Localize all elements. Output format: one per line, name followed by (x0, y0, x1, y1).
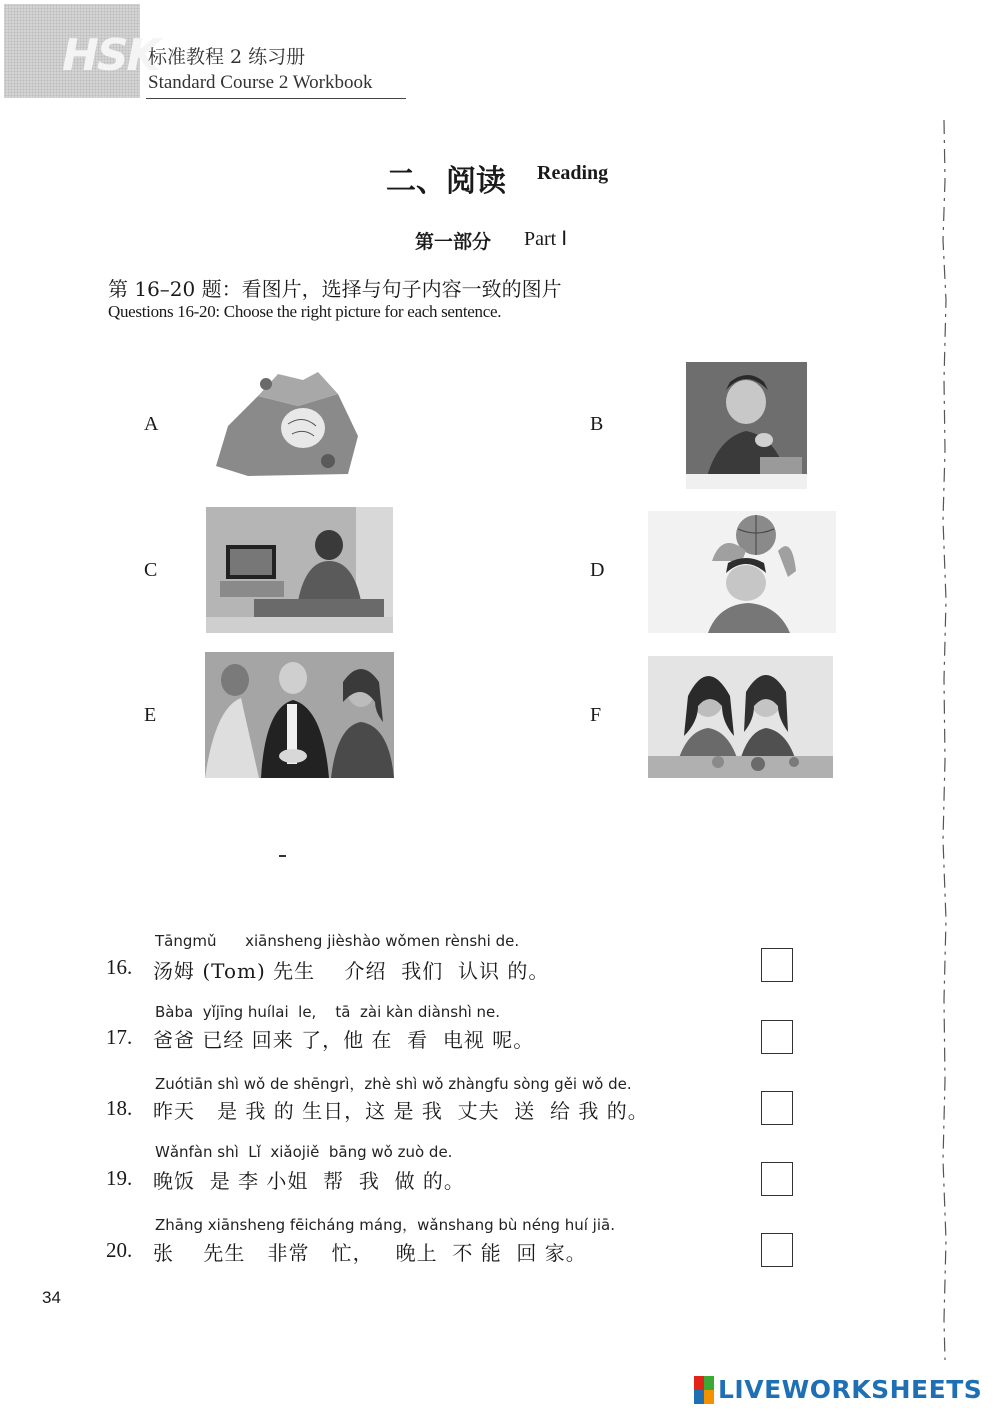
question-18-pinyin: Zuótiān shì wǒ de shēngrì，zhè shì wǒ zhàngfu sòng gěi wǒ de. (155, 1075, 632, 1093)
option-letter-f: F (590, 704, 602, 726)
instructions-en: Questions 16-20: Choose the right picture for each sentence. (108, 302, 502, 321)
question-17-number: 17. (106, 1025, 133, 1049)
man-laughing-at-desk-picture (686, 362, 807, 489)
question-16-number: 16. (106, 955, 133, 979)
question-19-number: 19. (106, 1166, 133, 1190)
option-letter-c: C (144, 559, 158, 581)
people-shaking-hands-picture (205, 652, 394, 778)
liveworksheets-icon (694, 1376, 714, 1404)
header-divider (146, 98, 406, 99)
answer-box-19[interactable] (761, 1162, 793, 1196)
question-18-number: 18. (106, 1096, 133, 1120)
question-20-number: 20. (106, 1238, 133, 1262)
part-title-en: Part Ⅰ (524, 228, 568, 250)
instructions-cn: 第 16–20 题：看图片，选择与句子内容一致的图片 (108, 277, 562, 301)
course-title-en: Standard Course 2 Workbook (148, 72, 373, 93)
question-16-pinyin: Tāngmǔ xiānsheng jièshào wǒmen rènshi de. (155, 932, 520, 950)
section-title-cn: 二、阅读 (386, 164, 506, 199)
option-letter-e: E (144, 704, 157, 726)
question-17-pinyin: Bàba yǐjīng huílai le, tā zài kàn diànshì ne. (155, 1003, 501, 1021)
question-18-text: 昨天 是 我 的 生日，这 是 我 丈夫 送 给 我 的。 (153, 1099, 649, 1123)
answer-box-18[interactable] (761, 1091, 793, 1125)
man-watching-tv-picture (206, 507, 393, 633)
question-20-text: 张 先生 非常 忙， 晚上 不 能 回 家。 (153, 1241, 587, 1265)
section-title-en: Reading (537, 162, 609, 184)
gift-box-picture (208, 366, 378, 480)
stray-mark (279, 855, 286, 857)
option-letter-b: B (590, 413, 604, 435)
answer-box-20[interactable] (761, 1233, 793, 1267)
answer-box-16[interactable] (761, 948, 793, 982)
question-19-text: 晚饭 是 李 小姐 帮 我 做 的。 (153, 1169, 465, 1193)
answer-box-17[interactable] (761, 1020, 793, 1054)
liveworksheets-text: LIVEWORKSHEETS (718, 1375, 983, 1404)
question-17-text: 爸爸 已经 回来 了，他 在 看 电视 呢。 (153, 1028, 535, 1052)
torn-edge-decoration (940, 120, 950, 1360)
question-16-text: 汤姆 (Tom) 先生 介绍 我们 认识 的。 (153, 959, 550, 983)
man-with-basketball-picture (648, 511, 836, 633)
course-title-cn: 标准教程 2 练习册 (148, 46, 306, 68)
part-title-cn: 第一部分 (415, 231, 492, 253)
question-19-pinyin: Wǎnfàn shì Lǐ xiǎojiě bāng wǒ zuò de. (155, 1143, 453, 1161)
page-number: 34 (42, 1288, 61, 1307)
liveworksheets-logo[interactable] (694, 1375, 982, 1404)
option-letter-d: D (590, 559, 605, 581)
option-letter-a: A (144, 413, 159, 435)
hsk-logo-text: HSK (62, 30, 159, 81)
two-women-cooking-picture (648, 656, 833, 778)
question-20-pinyin: Zhāng xiānsheng fēicháng máng，wǎnshang bù néng huí jiā. (155, 1216, 615, 1234)
